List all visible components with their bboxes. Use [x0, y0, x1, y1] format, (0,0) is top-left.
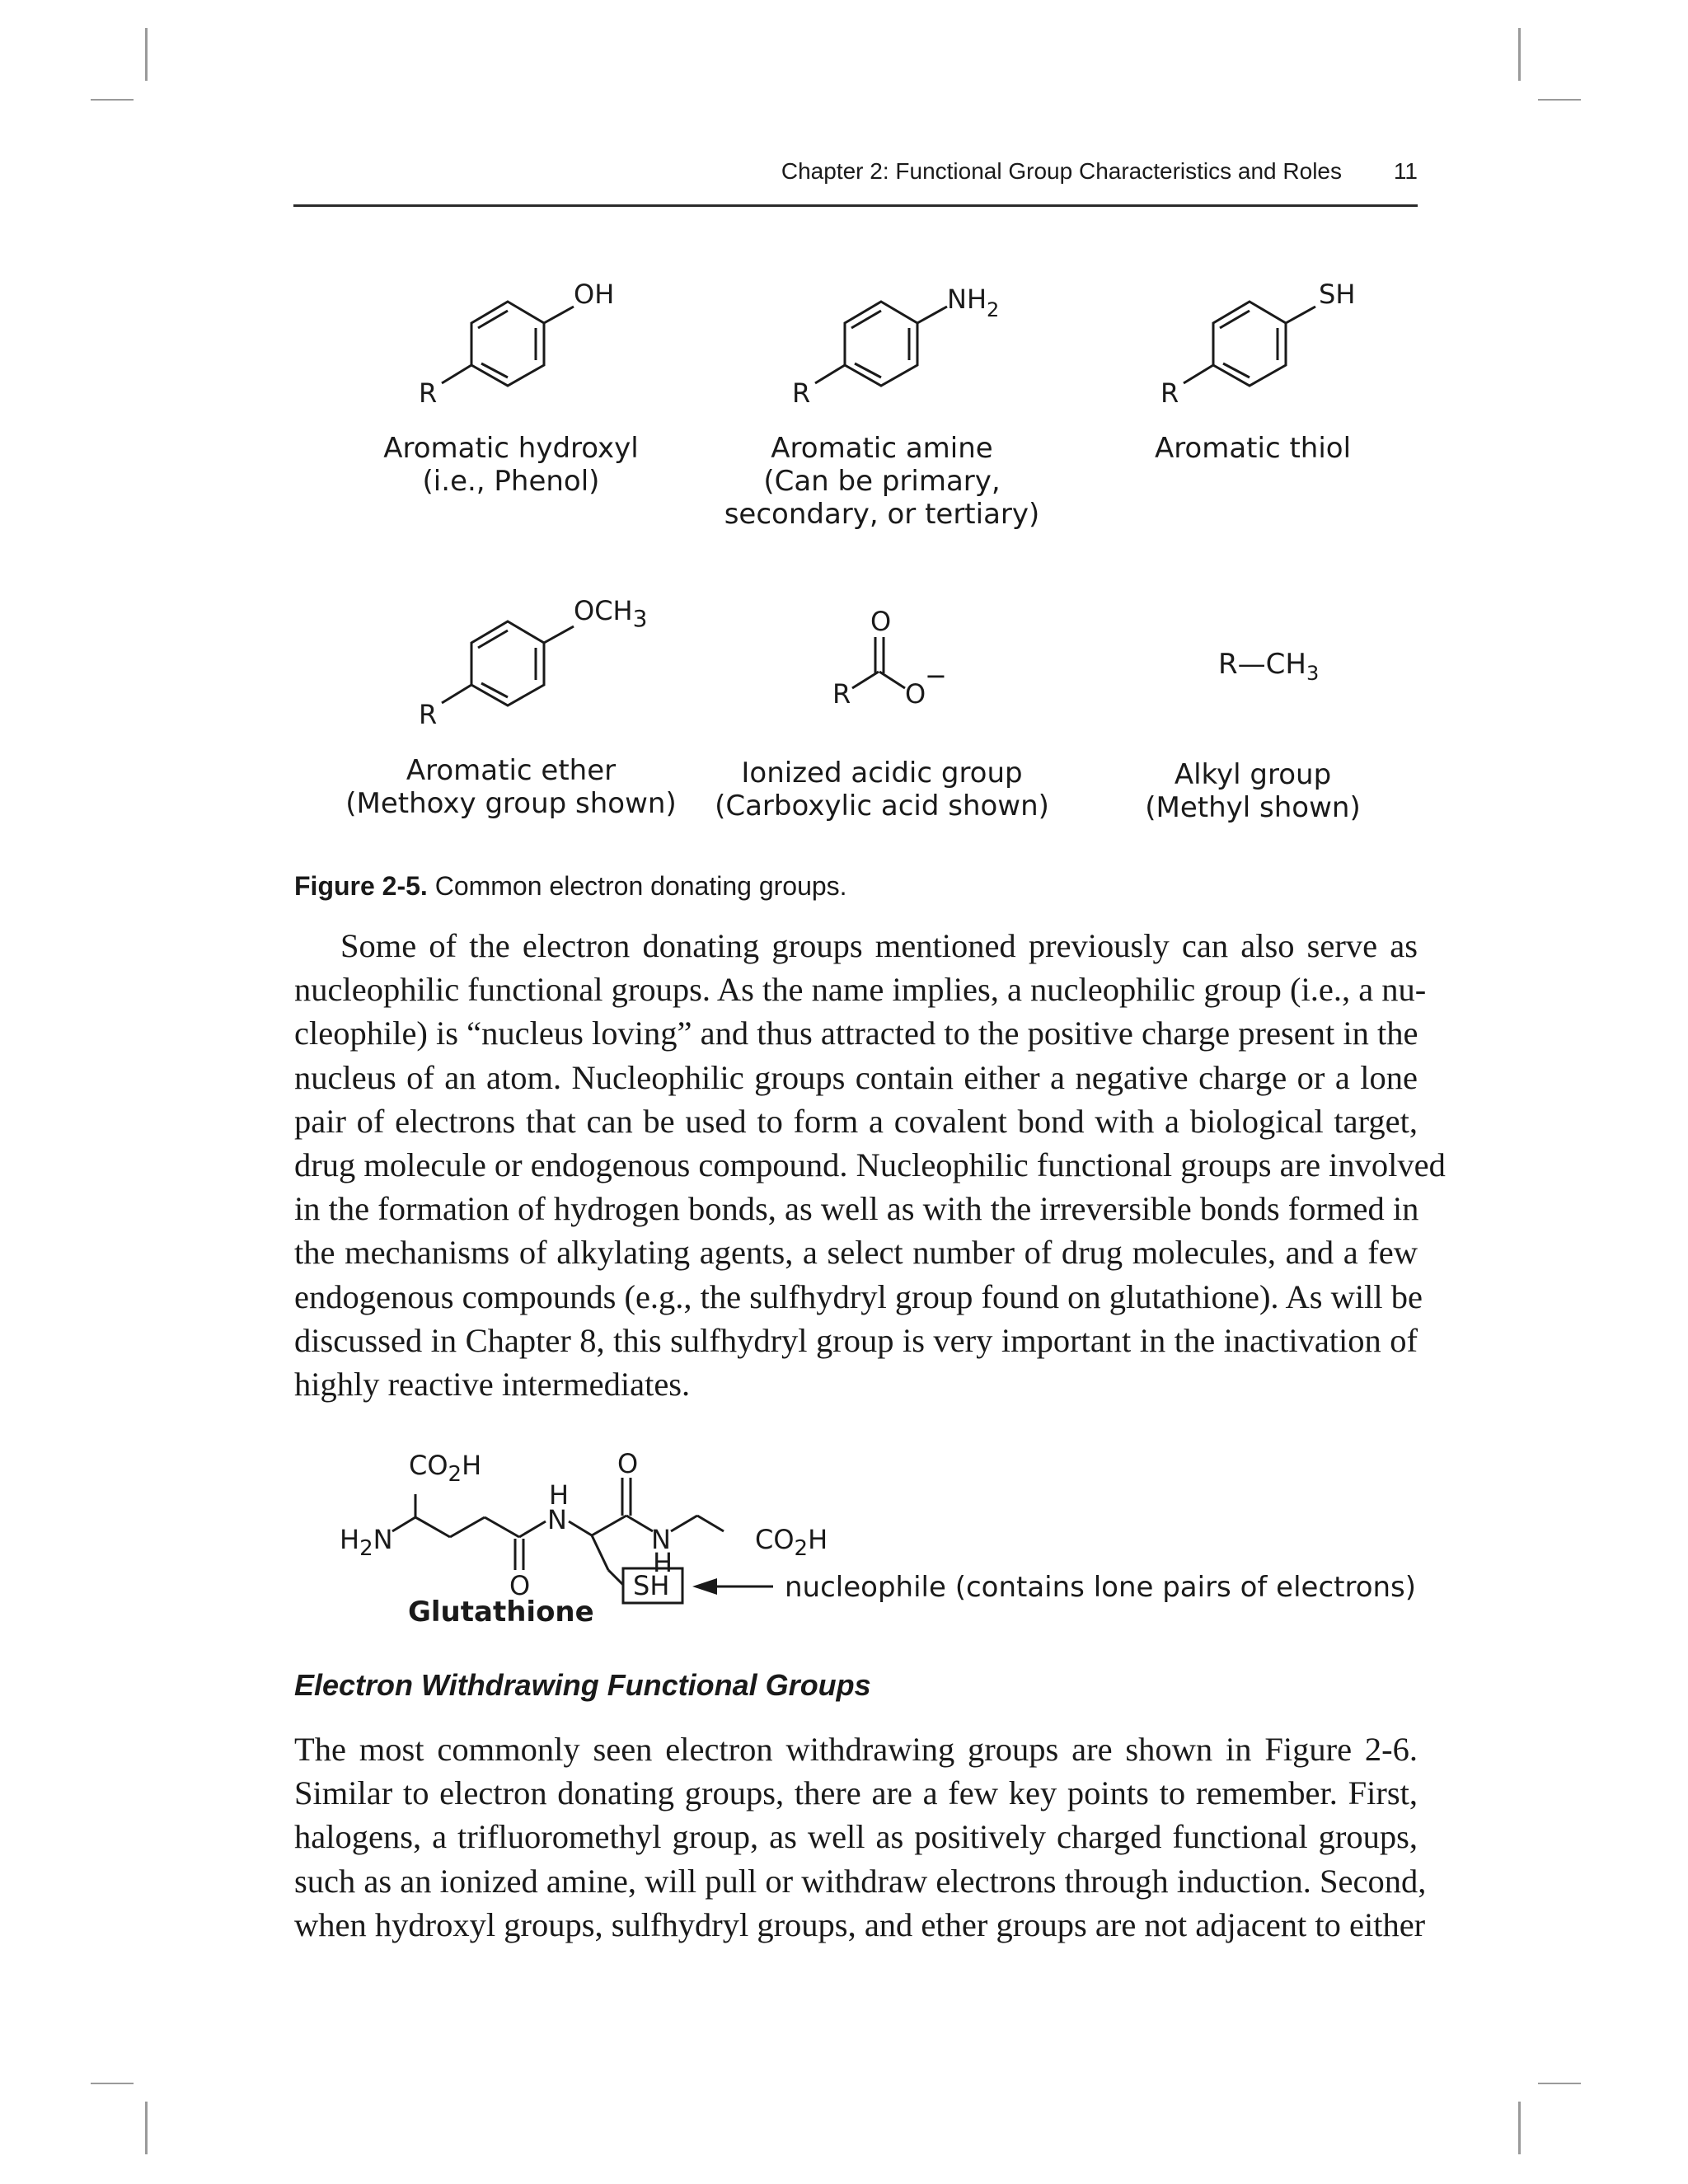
- h-text: H: [808, 1524, 828, 1555]
- figure-caption: [294, 871, 847, 902]
- sh-label: SH: [633, 1570, 670, 1601]
- label-aromatic-hydroxyl: [346, 432, 676, 498]
- caption-text: Common electron donating groups.: [434, 871, 847, 901]
- label-alkyl-group: [1121, 758, 1385, 824]
- o-neg-label: O: [905, 678, 926, 710]
- co2h-top-label: [409, 1450, 481, 1487]
- crop-mark: [91, 2083, 134, 2084]
- h2n-label: [340, 1524, 393, 1561]
- label-line: (Methoxy group shown): [345, 787, 677, 820]
- co-text: CO: [755, 1524, 795, 1555]
- crop-mark: [1518, 28, 1521, 81]
- subscript: 3: [632, 605, 648, 632]
- co-text: CO: [409, 1450, 448, 1481]
- text-line: endogenous compounds (e.g., the sulfhydryl group found on glutathione). As will be: [294, 1277, 1423, 1315]
- label-ionized-acid: [709, 757, 1055, 823]
- text-line: highly reactive intermediates.: [294, 1365, 691, 1403]
- text-line: halogens, a trifluoromethyl group, as well as positively charged functional groups,: [294, 1818, 1418, 1856]
- r-label: R: [792, 377, 811, 409]
- co2h-right-label: [755, 1524, 828, 1561]
- carboxylate-structure: [824, 606, 989, 713]
- label-aromatic-amine: [709, 432, 1055, 531]
- nh-n-label: N: [547, 1504, 567, 1535]
- nucleophile-annotation: nucleophile (contains lone pairs of electrons): [785, 1571, 1417, 1604]
- alkyl-text: R—CH: [1218, 648, 1306, 681]
- nh2-h-label: H: [653, 1547, 673, 1578]
- glutathione-label: Glutathione: [408, 1596, 594, 1629]
- text-line: Some of the electron donating groups mentioned previously can also serve as: [340, 927, 1418, 964]
- text-line: cleophile) is “nucleus loving” and thus attracted to the positive charge present in the: [294, 1015, 1418, 1052]
- subscript: 2: [794, 1536, 809, 1561]
- phenol-structure: [412, 280, 626, 412]
- subscript: 2: [448, 1462, 462, 1487]
- label-line: (i.e., Phenol): [422, 465, 600, 498]
- text-line: when hydroxyl groups, sulfhydryl groups, and ether groups are not adjacent to either: [294, 1905, 1426, 1943]
- text-line: The most commonly seen electron withdrawing groups are shown in Figure 2-6.: [294, 1731, 1418, 1768]
- label-line: (Methyl shown): [1145, 791, 1361, 824]
- label-aromatic-ether: [338, 754, 684, 820]
- subscript: 3: [1306, 661, 1320, 685]
- o-bottom-label: O: [509, 1570, 531, 1601]
- r-label: R: [1160, 377, 1179, 409]
- text-line: nucleophilic functional groups. As the name implies, a nucleophilic group (i.e., a nu-: [294, 971, 1427, 1009]
- label-aromatic-thiol: [1121, 432, 1385, 465]
- label-line: Aromatic thiol: [1154, 432, 1352, 465]
- paragraph-nucleophiles: [294, 924, 1446, 1406]
- section-heading: Electron Withdrawing Functional Groups: [294, 1668, 871, 1702]
- h-text: H: [462, 1450, 482, 1481]
- sh-label: SH: [1319, 279, 1356, 310]
- nh-h-label: H: [549, 1479, 570, 1511]
- text-line: drug molecule or endogenous compound. Nucleophilic functional groups are involved: [294, 1146, 1446, 1183]
- och3-label: [574, 595, 647, 632]
- label-line: Aromatic amine: [771, 432, 993, 465]
- text-line: Similar to electron donating groups, there are a few key points to remember. First,: [294, 1774, 1418, 1812]
- crop-mark: [145, 28, 148, 81]
- label-line: Aromatic ether: [406, 754, 617, 787]
- r-label: R: [832, 678, 851, 710]
- crop-mark: [1518, 2102, 1521, 2154]
- o-top-label: O: [870, 606, 892, 637]
- crop-mark: [145, 2102, 148, 2154]
- crop-mark: [91, 99, 134, 101]
- alkyl-structure: [1218, 648, 1319, 690]
- label-line: Aromatic hydroxyl: [383, 432, 639, 465]
- r-label: R: [419, 699, 438, 730]
- paragraph-withdrawing: [294, 1727, 1427, 1947]
- page-number: 11: [1393, 158, 1418, 184]
- caption-label: Figure 2-5.: [294, 871, 428, 901]
- text-line: such as an ionized amine, will pull or withdraw electrons through induction. Second,: [294, 1862, 1427, 1900]
- crop-mark: [1538, 99, 1581, 101]
- text-line: in the formation of hydrogen bonds, as well as with the irreversible bonds formed in: [294, 1190, 1419, 1228]
- h-text: H: [340, 1524, 360, 1555]
- text-line: pair of electrons that can be used to form a covalent bond with a biological target,: [294, 1102, 1418, 1140]
- label-line: (Can be primary,: [763, 465, 1001, 498]
- n-text: N: [373, 1524, 393, 1555]
- label-line: secondary, or tertiary): [724, 498, 1040, 531]
- text-line: discussed in Chapter 8, this sulfhydryl group is very important in the inactivation of: [294, 1321, 1418, 1359]
- och-text: OCH: [574, 595, 633, 626]
- chapter-label: Chapter 2:: [781, 158, 889, 184]
- text-line: the mechanisms of alkylating agents, a select number of drug molecules, and a few: [294, 1234, 1418, 1272]
- oh-label: OH: [574, 279, 615, 310]
- nh2-n-label: N: [651, 1524, 671, 1555]
- thiophenol-structure: [1154, 280, 1368, 412]
- crop-mark: [1538, 2083, 1581, 2084]
- chapter-heading: [781, 158, 1342, 185]
- r-label: R: [419, 377, 438, 409]
- o-top-label: O: [617, 1448, 639, 1479]
- running-header: [293, 158, 1418, 207]
- nh-text: NH: [947, 284, 987, 315]
- subscript: 2: [359, 1536, 373, 1561]
- label-line: Ionized acidic group: [741, 757, 1023, 790]
- label-line: Alkyl group: [1174, 758, 1332, 791]
- charge-label: −: [925, 660, 947, 691]
- nh2-label: [947, 284, 999, 321]
- aniline-structure: [785, 280, 1033, 412]
- chapter-title: Functional Group Characteristics and Roles: [895, 158, 1342, 184]
- text-line: nucleus of an atom. Nucleophilic groups contain either a negative charge or a lone: [294, 1058, 1418, 1096]
- anisole-structure: [412, 595, 659, 732]
- subscript: 2: [987, 298, 1000, 321]
- label-line: (Carboxylic acid shown): [715, 790, 1049, 823]
